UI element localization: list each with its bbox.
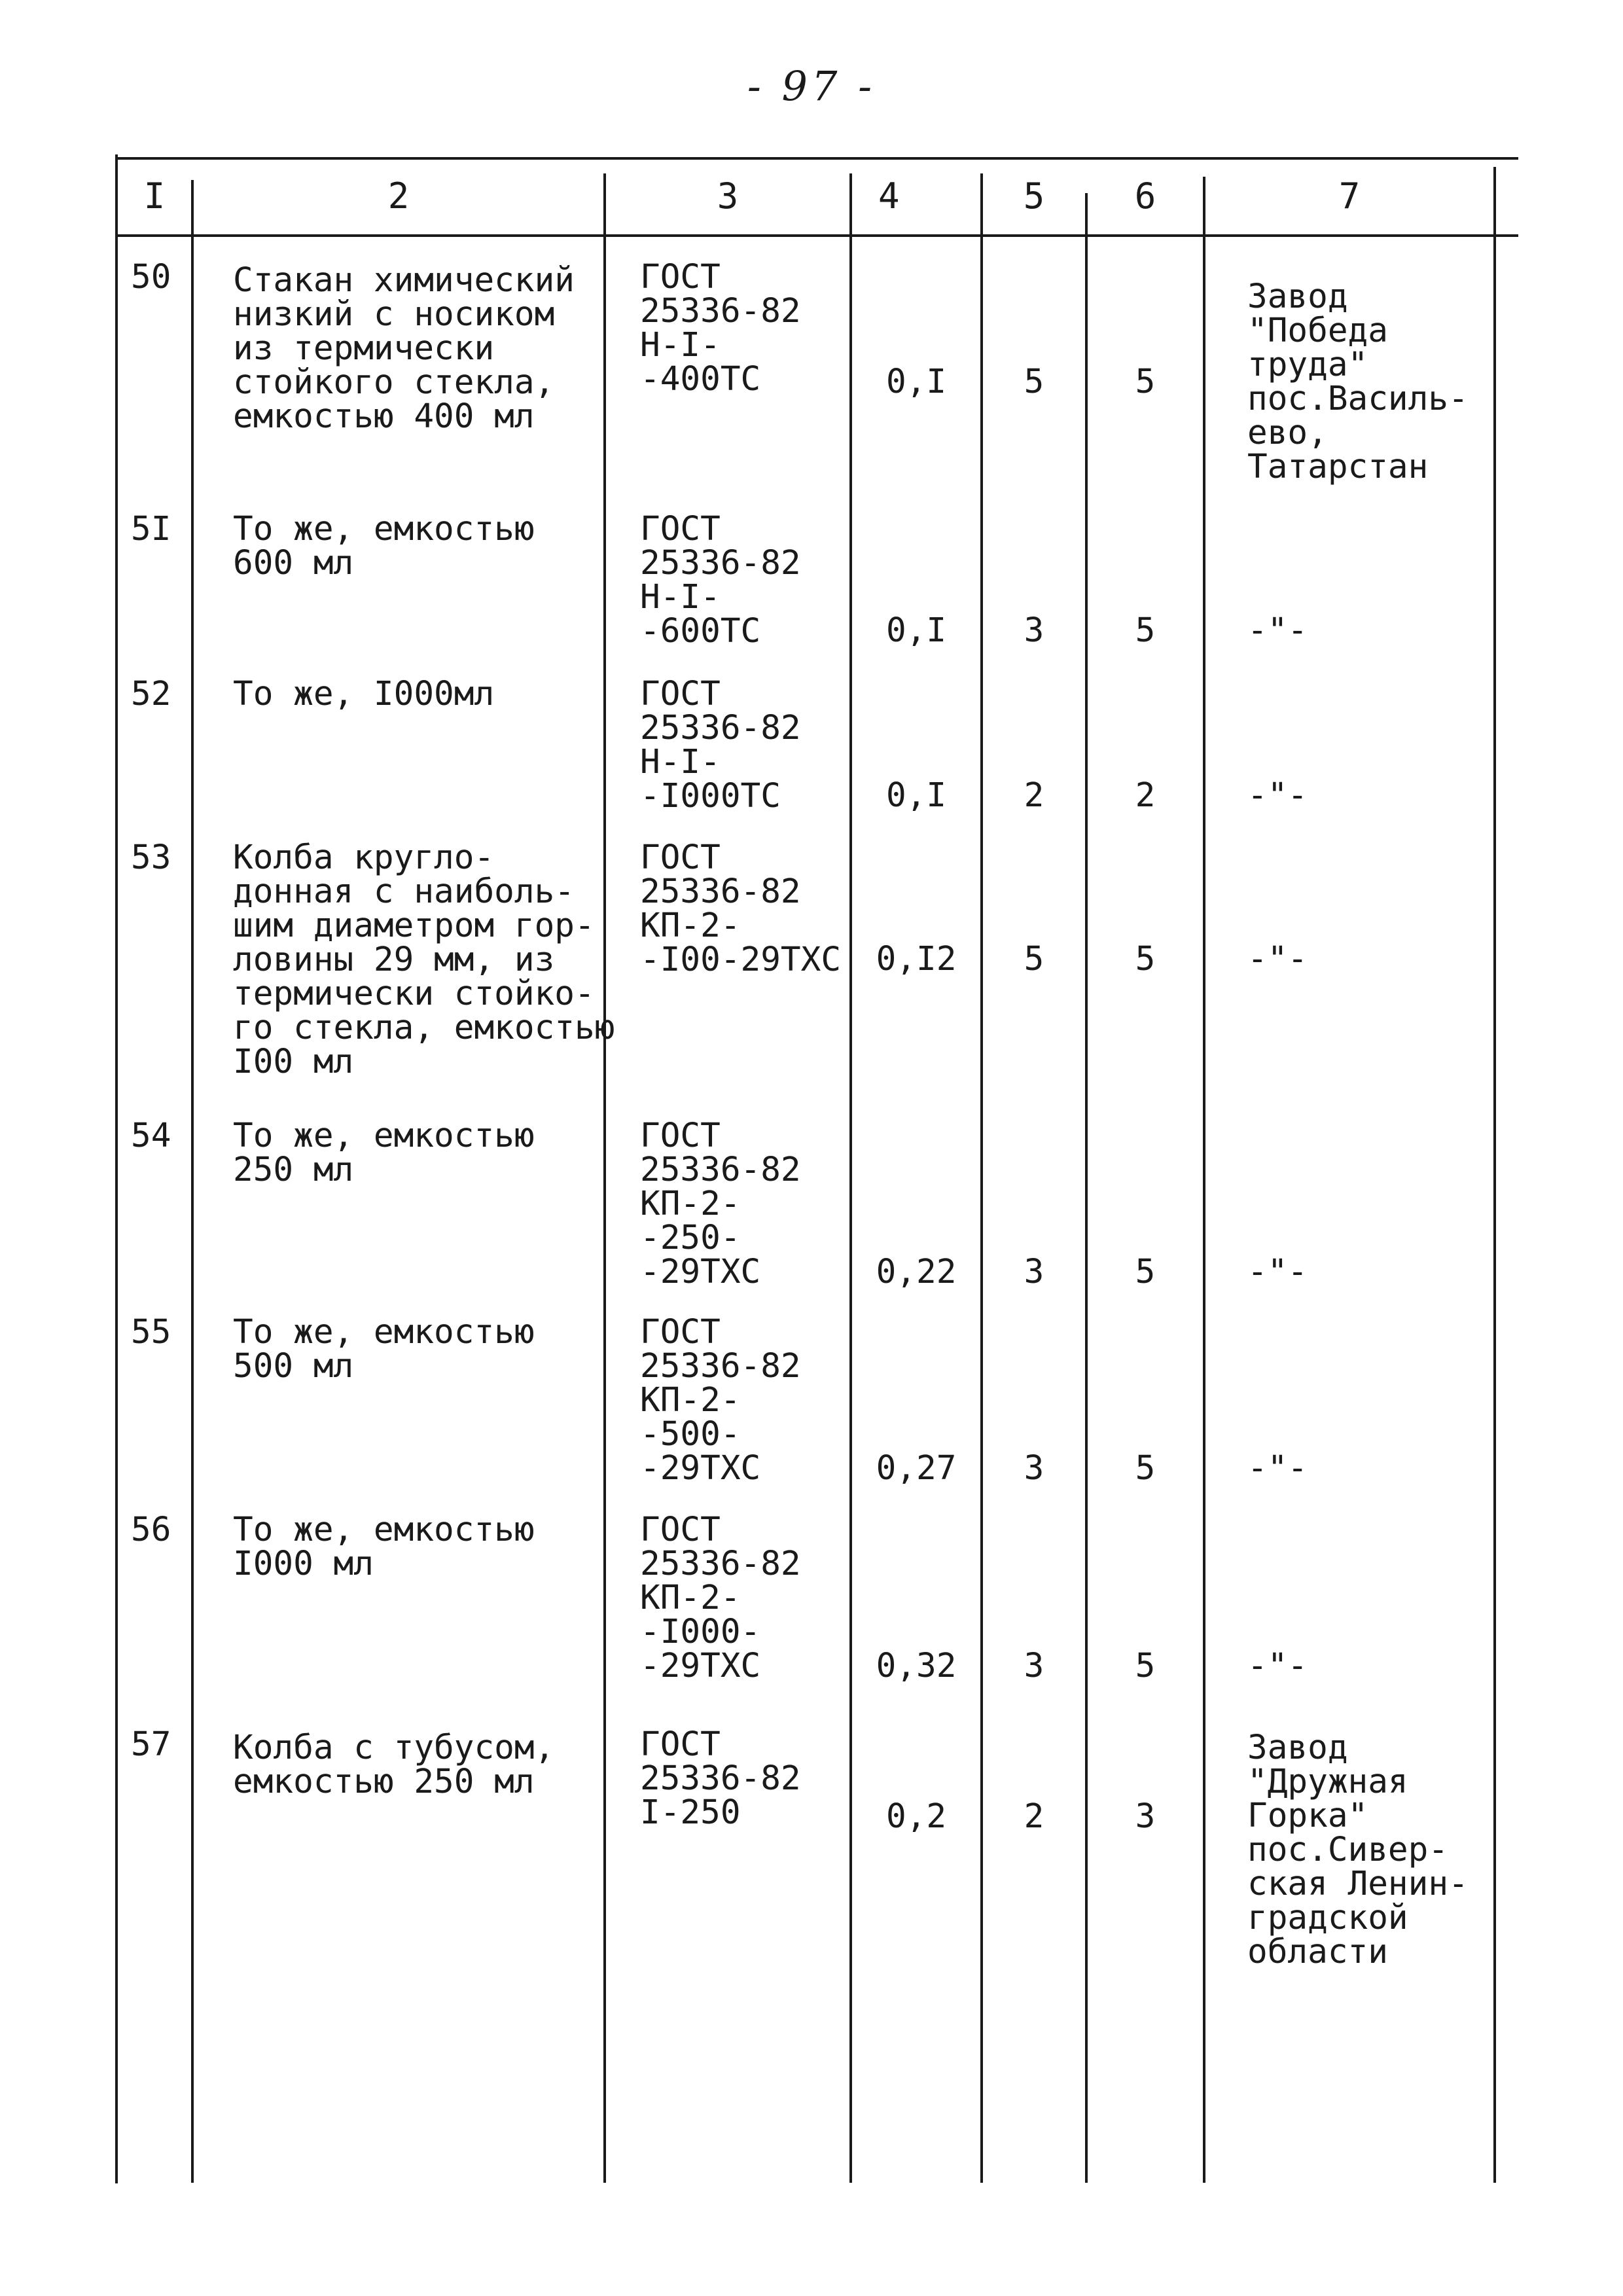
item-col-5: 3 [1024,1449,1044,1488]
item-name: Стакан химический низкий с носиком из термически стойкого стекла, емкостью 400 мл [233,261,575,436]
header-divider [118,234,1518,237]
table-left-border [115,154,118,2183]
item-col-4: 0,I [885,611,947,650]
col-divider-6 [1203,177,1205,2183]
item-col-4: 0,32 [876,1647,957,1685]
item-col-4: 0,I [885,776,947,815]
item-col-4: 0,22 [876,1253,957,1291]
item-col-6: 2 [1135,776,1156,815]
row-number: 50 [131,258,171,296]
col-divider-2 [603,173,606,2183]
item-standard: ГОСТ 25336-82 КП-2- -I000- -29ТХС [640,1511,801,1685]
table-right-border [1493,167,1496,2183]
col-divider-3 [849,173,852,2183]
header-col-2: 2 [387,175,410,217]
item-col-5: 5 [1024,940,1044,978]
item-maker: Завод "Дружная Горка" пос.Сивер- ская Ленин- градской области [1247,1729,1469,1971]
header-col-1: I [143,175,166,217]
row-number: 5I [131,510,171,548]
row-number: 57 [131,1725,171,1764]
header-col-7: 7 [1338,175,1361,217]
item-col-6: 5 [1135,1253,1156,1291]
item-col-6: 5 [1135,1449,1156,1488]
row-number: 55 [131,1313,171,1352]
item-col-5: 3 [1024,1253,1044,1291]
item-name: То же, емкостью 600 мл [233,510,535,583]
row-number: 56 [131,1511,171,1549]
table-top-border [118,157,1518,160]
header-col-6: 6 [1134,175,1156,217]
item-name: То же, емкостью 500 мл [233,1313,535,1386]
row-number: 52 [131,675,171,713]
header-col-5: 5 [1023,175,1045,217]
item-col-5: 3 [1024,611,1044,650]
row-number: 54 [131,1117,171,1155]
col-divider-5 [1085,193,1088,2183]
item-standard: ГОСТ 25336-82 I-250 [640,1725,801,1832]
col-divider-4 [980,173,983,2183]
item-standard: ГОСТ 25336-82 Н-I- -400ТС [640,258,801,399]
col-divider-1 [191,180,194,2183]
item-col-6: 3 [1135,1797,1156,1836]
item-standard: ГОСТ 25336-82 Н-I- -600ТС [640,510,801,651]
item-name: Колба с тубусом, емкостью 250 мл [233,1729,555,1801]
item-col-5: 5 [1024,363,1044,401]
item-col-4: 0,2 [885,1797,947,1836]
item-col-6: 5 [1135,940,1156,978]
item-standard: ГОСТ 25336-82 КП-2- -250- -29ТХС [640,1117,801,1291]
item-name: То же, емкостью I000 мл [233,1511,535,1583]
item-col-4: 0,27 [876,1449,957,1488]
item-maker: -"- [1247,1647,1308,1685]
row-number: 53 [131,838,171,877]
item-maker: -"- [1247,1253,1308,1291]
page-number: - 97 - [747,62,876,110]
header-col-4: 4 [878,175,900,217]
item-col-6: 5 [1135,363,1156,401]
item-name: Колба кругло- донная с наиболь- шим диаметром гор- ловины 29 мм, из термически стойко- го стекла, емкостью I00 мл [233,838,615,1081]
item-col-4: 0,I [885,363,947,401]
item-col-5: 3 [1024,1647,1044,1685]
item-maker: -"- [1247,776,1308,815]
item-name: То же, I000мл [233,675,495,713]
item-maker: -"- [1247,611,1308,650]
item-col-6: 5 [1135,1647,1156,1685]
item-standard: ГОСТ 25336-82 КП-2- -I00-29ТХС [640,838,842,979]
header-col-3: 3 [717,175,739,217]
item-col-5: 2 [1024,776,1044,815]
item-col-4: 0,I2 [876,940,957,978]
item-standard: ГОСТ 25336-82 КП-2- -500- -29ТХС [640,1313,801,1488]
item-col-6: 5 [1135,611,1156,650]
item-col-5: 2 [1024,1797,1044,1836]
item-maker: -"- [1247,940,1308,978]
item-maker: -"- [1247,1449,1308,1488]
item-standard: ГОСТ 25336-82 Н-I- -I000ТС [640,675,801,816]
item-maker: Завод "Победа труда" пос.Василь- ево, Татарстан [1247,278,1469,486]
item-name: То же, емкостью 250 мл [233,1117,535,1189]
